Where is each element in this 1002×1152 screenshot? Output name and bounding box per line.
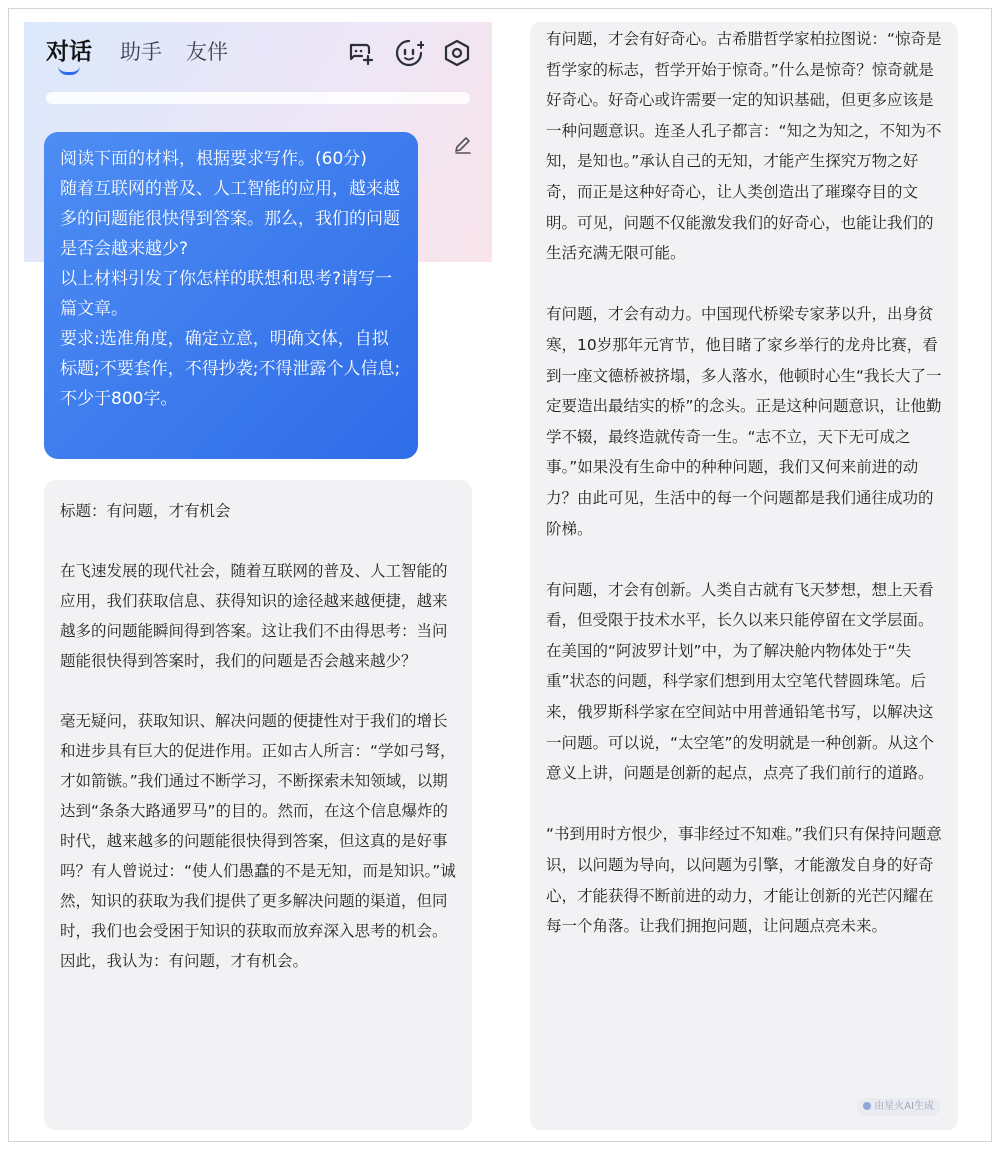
assistant-face-icon[interactable] (394, 38, 424, 68)
ai-generated-watermark (857, 1098, 940, 1116)
user-message-line: 随着互联网的普及、人工智能的应用，越来越多的问题能很快得到答案。那么，我们的问题是否会越来越少? (60, 179, 400, 259)
tab-assistant[interactable]: 助手 (120, 40, 162, 64)
answer-paragraph: 毫无疑问，获取知识、解决问题的便捷性对于我们的增长和进步具有巨大的促进作用。正如古人所言：“学如弓弩，才如箭镞。”我们通过不断学习，不断探索未知领域，以期达到“条条大路通罗马”的目的。然而，在这个信息爆炸的时代，越来越多的问题能很快得到答案，但这真的是好事吗？有人曾说过：“使人们愚蠢的不是无知，而是知识。”诚然，知识的获取为我们提供了更多解决问题的渠道，但同时，我们也会受困于知识的获取而放弃深入思考的机会。因此，我认为：有问题，才有机会。 (60, 712, 456, 970)
user-message-line: 阅读下面的材料，根据要求写作。(60分) (60, 149, 367, 169)
user-message-line: 要求:选准角度，确定立意，明确文体，自拟标题;不要套作，不得抄袭;不得泄露个人信息;不少于800字。 (60, 329, 401, 409)
input-bar-strip (46, 92, 470, 104)
ai-answer-continued (530, 22, 958, 1130)
settings-hexagon-icon[interactable] (442, 38, 472, 68)
answer-paragraph: 有问题，才会有动力。中国现代桥梁专家茅以升，出身贫寒，10岁那年元宵节，他目睹了家乡举行的龙舟比赛，看到一座文德桥被挤塌，多人落水，他顿时心生“我长大了一定要造出最结实的桥”的念头。正是这种问题意识，让他勤学不辍，最终造就传奇一生。“志不立，天下无可成之事。”如果没有生命中的种种问题，我们又何来前进的动力？由此可见，生活中的每一个问题都是我们通往成功的阶梯。 (546, 305, 942, 538)
answer-paragraph: 有问题，才会有好奇心。古希腊哲学家柏拉图说：“惊奇是哲学家的标志，哲学开始于惊奇。”什么是惊奇？惊奇就是好奇心。好奇心或许需要一定的知识基础，但更多应该是一种问题意识。连圣人孔子都言：“知之为知之，不知为不知，是知也。”承认自己的无知，才能产生探究万物之好奇，而正是这种好奇心，让人类创造出了璀璨夺目的文明。可见，问题不仅能激发我们的好奇心，也能让我们的生活充满无限可能。 (546, 30, 942, 263)
watermark-text: 由星火AI生成 (874, 1101, 934, 1112)
tab-companion[interactable]: 友伴 (186, 40, 228, 64)
answer-title: 标题：有问题，才有机会 (60, 502, 231, 520)
ai-answer-card (44, 480, 472, 1130)
answer-paragraph: 有问题，才会有创新。人类自古就有飞天梦想，想上天看看，但受限于技术水平，长久以来只能停留在文学层面。在美国的“阿波罗计划”中，为了解决舱内物体处于“失重”状态的问题，科学家们想到用太空笔代替圆珠笔。后来，俄罗斯科学家在空间站中用普通铅笔书写，以解决这一问题。可以说，“太空笔”的发明就是一种创新。从这个意义上讲，问题是创新的起点，点亮了我们前行的道路。 (546, 580, 935, 783)
chat-panel (24, 22, 492, 1130)
answer-paragraph: 在飞速发展的现代社会，随着互联网的普及、人工智能的应用，我们获取信息、获得知识的途径越来越便捷，越来越多的问题能瞬间得到答案。这让我们不由得思考：当问题能很快得到答案时，我们的问题是否会越来越少？ (60, 562, 448, 670)
tab-chat[interactable]: 对话 (46, 39, 92, 65)
spark-logo-icon (863, 1102, 871, 1110)
answer-paragraph: “书到用时方恨少，事非经过不知难。”我们只有保持问题意识，以问题为导向，以问题为引擎，才能激发自身的好奇心，才能获得不断前进的动力，才能让创新的光芒闪耀在每一个角落。让我们拥抱问题，让问题点亮未来。 (546, 825, 942, 936)
user-message-bubble (44, 132, 418, 459)
user-message-line: 以上材料引发了你怎样的联想和思考?请写一篇文章。 (60, 269, 393, 319)
edit-message-icon[interactable] (452, 134, 474, 156)
new-chat-icon[interactable] (346, 38, 376, 68)
